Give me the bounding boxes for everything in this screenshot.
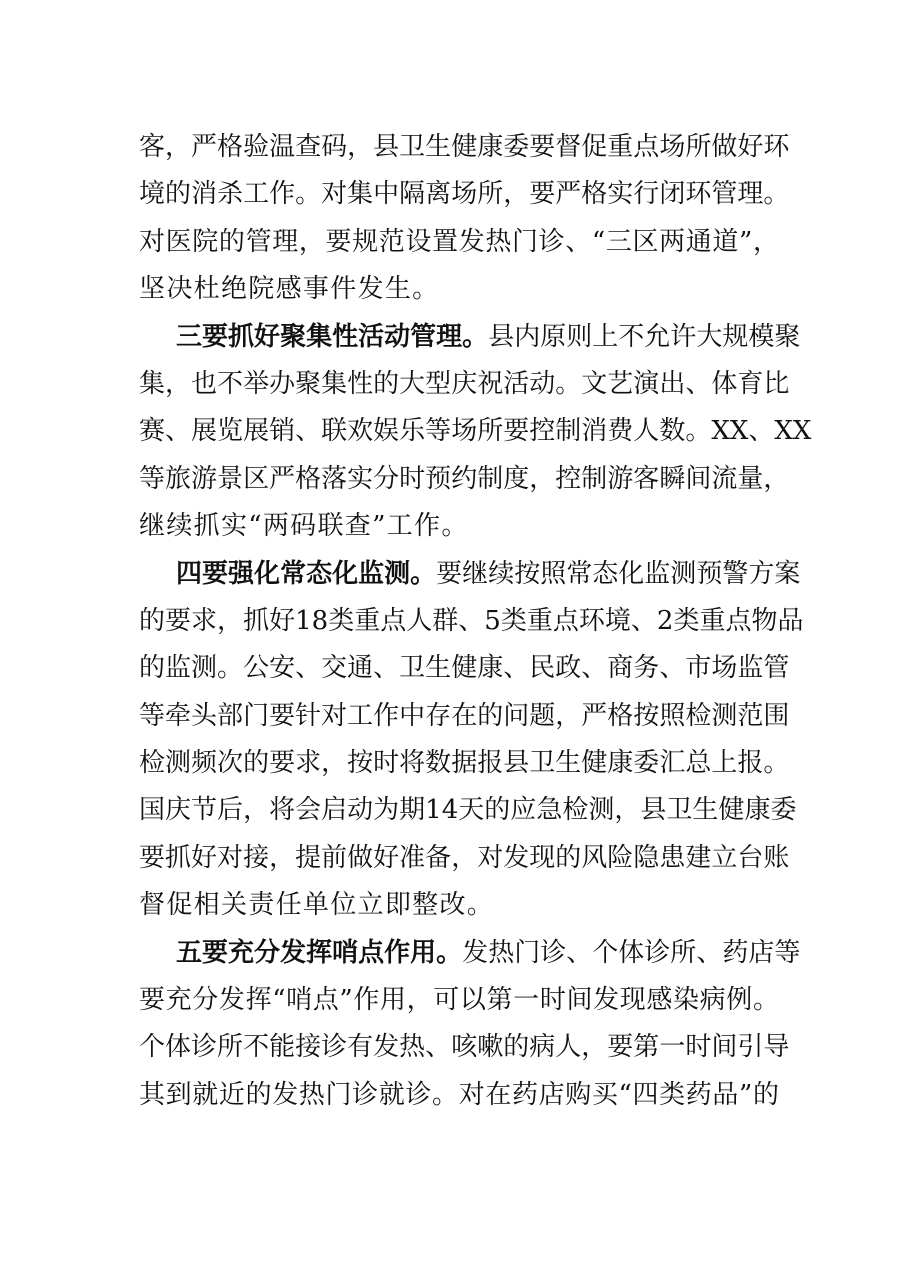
text-line: 检 测 频 次 的 要 求 ， 按 时 将 数 据 报 县 卫 生 健 康 委 汇 总 上 报 。: [139, 748, 790, 779]
text-line: 督 促 相 关 责 任 单 位 立 即 整 改 。: [139, 890, 493, 921]
text-line: 要 抓 好 对 接 ， 提 前 做 好 准 备 ， 对 发 现 的 风 险 隐 患 建 立 台 账: [139, 842, 790, 873]
text-line: 客 ， 严 格 验 温 查 码 ， 县 卫 生 健 康 委 要 督 促 重 点 场 所 做 好 环: [139, 132, 790, 162]
text-line: 赛 、 展 览 展 销 、 联 欢 娱 乐 等 场 所 要 控 制 消 费 人 数 。 XX 、 XX: [139, 416, 812, 447]
text-line: 等 牵 头 部 门 要 针 对 工 作 中 存 在 的 问 题 ， 严 格 按 照 检 测 范 围: [139, 700, 790, 731]
text-line: 对 医 院 的 管 理 ， 要 规 范 设 置 发 热 门 诊 、 “ 三 区 两 通 道 ” ，: [139, 226, 779, 257]
text-line: 等 旅 游 景 区 严 格 落 实 分 时 预 约 制 度 ， 控 制 游 客 瞬 间 流 量 ，: [139, 463, 790, 494]
text-line: 的 监 测 。 公 安 、 交 通 、 卫 生 健 康 、 民 政 、 商 务 、 市 场 监 管: [139, 653, 790, 684]
text-line: 个 体 诊 所 不 能 接 诊 有 发 热 、 咳 嗽 的 病 人 ， 要 第 一 时 间 引 导: [139, 1032, 790, 1063]
text-line: 其 到 就 近 的 发 热 门 诊 就 诊 。 对 在 药 店 购 买 “ 四 类 药 品 ” 的: [139, 1079, 779, 1110]
text-line: 继 续 抓 实 “ 两 码 联 查 ” 工 作 。: [139, 511, 468, 542]
text-line: 五 要 充 分 发 挥 哨 点 作 用 。 发 热 门 诊 、 个 体 诊 所 、 药 店 等: [176, 937, 801, 968]
text-line: 境 的 消 杀 工 作 。 对 集 中 隔 离 场 所 ， 要 严 格 实 行 闭 环 管 理 。: [139, 179, 790, 210]
document-body: [139, 124, 812, 1119]
text-line: 四 要 强 化 常 态 化 监 测 。 要 继 续 按 照 常 态 化 监 测 预 警 方 案: [176, 558, 801, 589]
text-line: 的 要 求 ， 抓 好 18 类 重 点 人 群 、 5 类 重 点 环 境 、 2 类 重 点 物 品: [139, 605, 804, 636]
text-line: 三 要 抓 好 聚 集 性 活 动 管 理 。 县 内 原 则 上 不 允 许 大 规 模 聚: [176, 321, 801, 352]
text-line: 要 充 分 发 挥 “ 哨 点 ” 作 用 ， 可 以 第 一 时 间 发 现 感 染 病 例 。: [139, 985, 779, 1016]
text-line: 国 庆 节 后 ， 将 会 启 动 为 期 14 天 的 应 急 检 测 ， 县 卫 生 健 康 委: [139, 795, 797, 826]
text-line: 坚 决 杜 绝 院 感 事 件 发 生 。: [139, 274, 439, 305]
text-line: 集 ， 也 不 举 办 聚 集 性 的 大 型 庆 祝 活 动 。 文 艺 演 出 、 体 育 比: [139, 368, 790, 399]
